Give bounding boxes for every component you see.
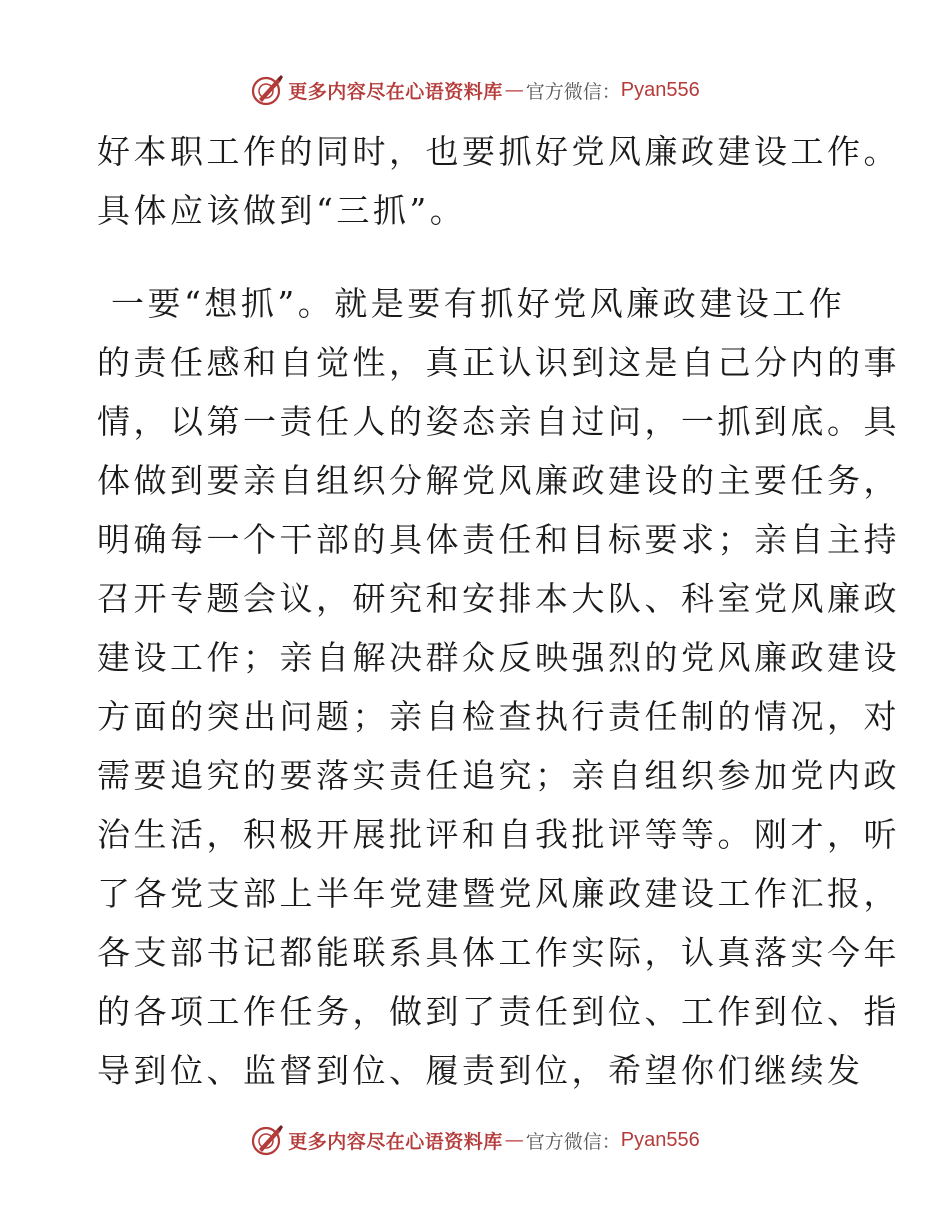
- banner-brand-text: 更多内容尽在心语资料库: [288, 80, 503, 103]
- banner-official-label: 官方微信：: [525, 1130, 621, 1153]
- banner-brand-text: 更多内容尽在心语资料库: [288, 1130, 503, 1153]
- text-line: 导到位、监督到位、履责到位，希望你们继续发: [97, 1051, 864, 1090]
- text-line: 方面的突出问题；亲自检查执行责任制的情况，对: [97, 697, 900, 736]
- text-line: 治生活，积极开展批评和自我批评等等。刚才，听: [97, 815, 900, 854]
- text-line: 的责任感和自觉性，真正认识到这是自己分内的事: [97, 343, 900, 382]
- text-line: 的各项工作任务，做到了责任到位、工作到位、指: [97, 992, 900, 1031]
- banner-wechat-id: Pyan556: [620, 78, 700, 101]
- text-line: 召开专题会议，研究和安排本大队、科室党风廉政: [97, 579, 900, 618]
- text-line: 好本职工作的同时，也要抓好党风廉政建设工作。: [97, 132, 900, 171]
- text-line: 明确每一个干部的具体责任和目标要求；亲自主持: [97, 520, 900, 559]
- text-line: 建设工作；亲自解决群众反映强烈的党风廉政建设: [97, 638, 900, 677]
- text-line: 各支部书记都能联系具体工作实际，认真落实今年: [97, 933, 900, 972]
- text-line: 一要“想抓”。就是要有抓好党风廉政建设工作: [97, 284, 846, 323]
- banner-dash: —: [504, 79, 524, 101]
- text-line: 体做到要亲自组织分解党风廉政建设的主要任务，: [97, 461, 900, 500]
- pen-logo-icon: [250, 73, 284, 107]
- paragraph-2: [97, 274, 900, 1100]
- banner-official-label: 官方微信：: [525, 80, 621, 103]
- header-banner: [0, 70, 950, 110]
- banner-dash: —: [504, 1129, 524, 1151]
- text-line: 具体应该做到“三抓”。: [97, 191, 467, 230]
- banner-wechat-id: Pyan556: [620, 1128, 700, 1151]
- document-body: [97, 122, 900, 1100]
- text-line: 了各党支部上半年党建暨党风廉政建设工作汇报，: [97, 874, 900, 913]
- text-line: 情，以第一责任人的姿态亲自过问，一抓到底。具: [97, 402, 900, 441]
- pen-logo-icon: [250, 1123, 284, 1157]
- paragraph-1: [97, 122, 900, 240]
- footer-banner: [0, 1120, 950, 1160]
- text-line: 需要追究的要落实责任追究；亲自组织参加党内政: [97, 756, 900, 795]
